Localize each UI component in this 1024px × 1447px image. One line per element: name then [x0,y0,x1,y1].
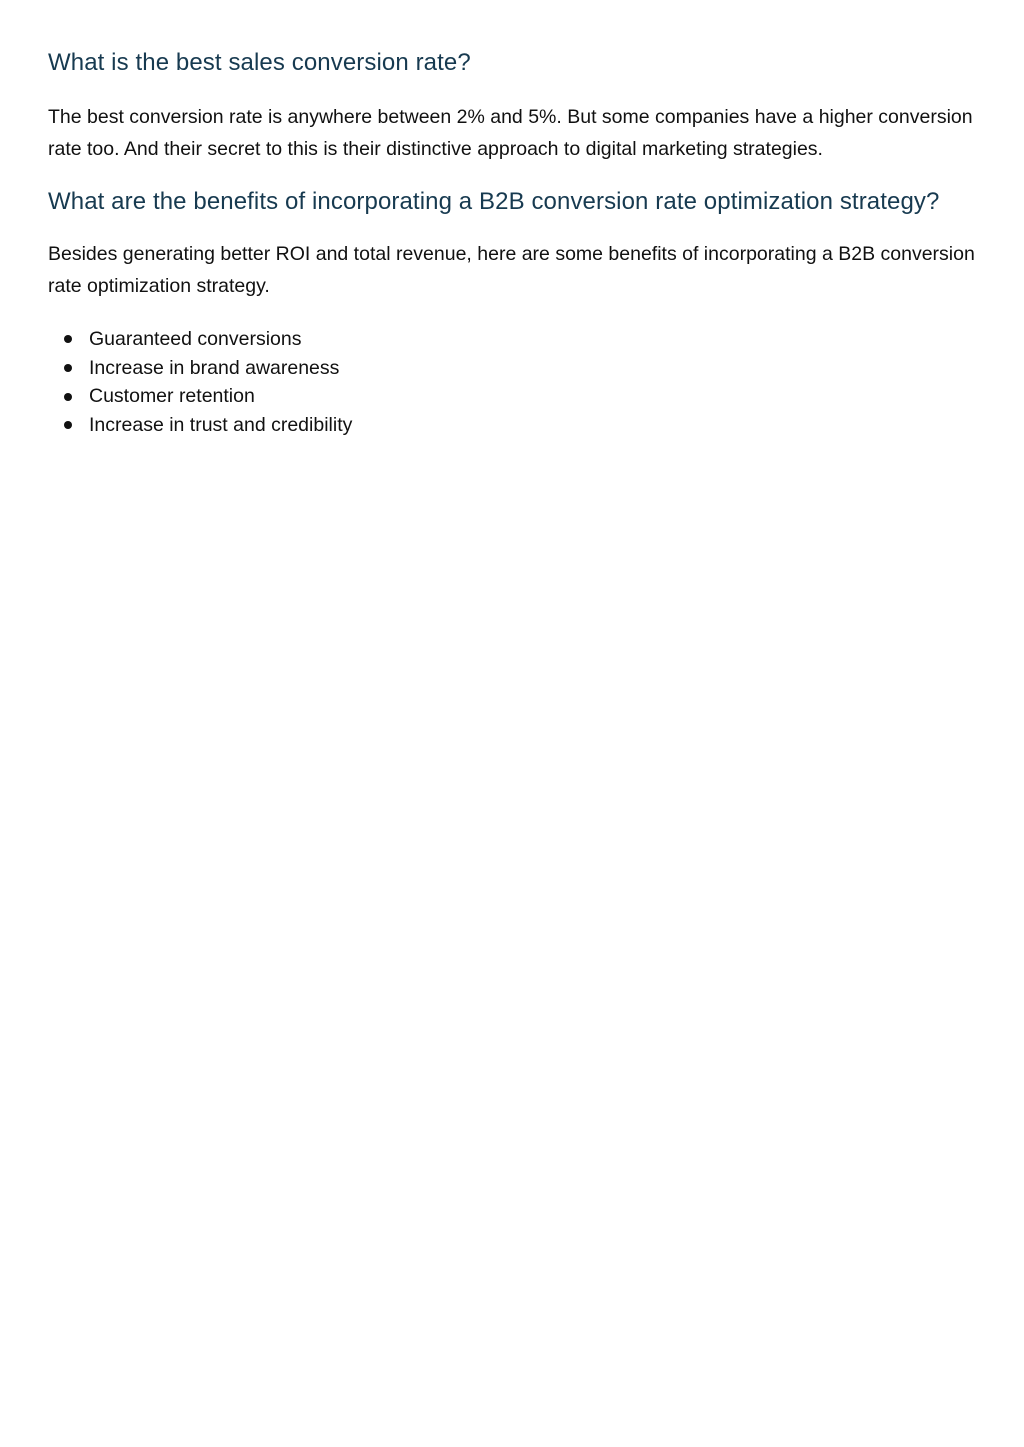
section-paragraph-benefits: Besides generating better ROI and total revenue, here are some benefits of incorporating a B2B conversion rate optimization strategy. [48,243,975,297]
list-item-text: Customer retention [89,385,255,408]
bullet-icon [64,393,72,401]
list-item [48,325,983,354]
list-item-text: Increase in trust and credibility [89,413,353,436]
bullet-icon [64,364,72,372]
list-item [48,411,983,440]
list-item [48,382,983,411]
section-heading-best-conversion-rate: What is the best sales conversion rate? [48,49,471,76]
section-paragraph-best-conversion-rate: The best conversion rate is anywhere between 2% and 5%. But some companies have a higher conversion rate too. And their secret to this is their distinctive approach to digital marketing strategies. [48,106,973,160]
bullet-icon [64,421,72,429]
list-item [48,354,983,383]
document-page [48,46,983,440]
list-item-text: Guaranteed conversions [89,327,302,350]
bullet-icon [64,335,72,343]
section-heading-benefits: What are the benefits of incorporating a B2B conversion rate optimization strategy? [48,188,940,215]
benefits-list [48,325,983,440]
list-item-text: Increase in brand awareness [89,356,340,379]
